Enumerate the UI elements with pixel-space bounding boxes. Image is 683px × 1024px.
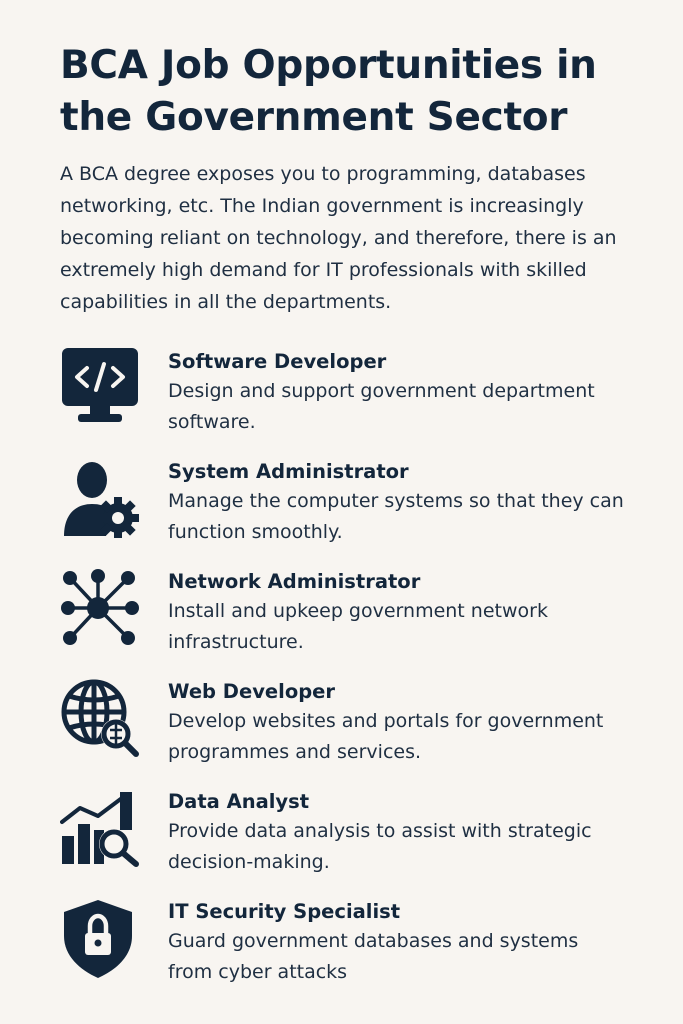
- job-title: System Administrator: [168, 460, 409, 483]
- job-text: [168, 348, 627, 438]
- job-text: [168, 678, 627, 768]
- job-item-software-developer: [60, 348, 627, 458]
- job-item-it-security-specialist: [60, 898, 627, 1008]
- chart-magnifier-icon: [60, 788, 140, 868]
- code-monitor-icon: [60, 348, 140, 428]
- job-text: [168, 788, 627, 878]
- job-title: Data Analyst: [168, 790, 310, 813]
- job-description: Provide data analysis to assist with strategic decision-making.: [168, 820, 592, 873]
- job-description: Install and upkeep government network infrastructure.: [168, 600, 548, 653]
- job-item-web-developer: [60, 678, 627, 788]
- user-gear-icon: [60, 458, 140, 538]
- job-list: [60, 348, 627, 1008]
- job-title: Network Administrator: [168, 570, 421, 593]
- job-item-data-analyst: [60, 788, 627, 898]
- page-title: BCA Job Opportunities in the Government Sector: [60, 43, 597, 140]
- job-item-network-administrator: [60, 568, 627, 678]
- job-title: IT Security Specialist: [168, 900, 401, 923]
- job-title: Web Developer: [168, 680, 336, 703]
- job-description: Develop websites and portals for government programmes and services.: [168, 710, 604, 763]
- job-title: Software Developer: [168, 350, 387, 373]
- network-nodes-icon: [60, 568, 140, 648]
- job-item-system-administrator: [60, 458, 627, 568]
- job-description: Manage the computer systems so that they can function smoothly.: [168, 490, 624, 543]
- globe-search-icon: [60, 678, 140, 758]
- job-text: [168, 568, 627, 658]
- job-text: [168, 458, 627, 548]
- job-description: Guard government databases and systems from cyber attacks: [168, 930, 579, 983]
- job-text: [168, 898, 627, 988]
- shield-lock-icon: [60, 898, 140, 978]
- job-description: Design and support government department software.: [168, 380, 595, 433]
- intro-paragraph: A BCA degree exposes you to programming, databases networking, etc. The Indian government is increasingly becoming reliant on technology, and therefore, there is an extremely high demand for IT professionals with skilled capabilities in all the departments.: [60, 163, 617, 313]
